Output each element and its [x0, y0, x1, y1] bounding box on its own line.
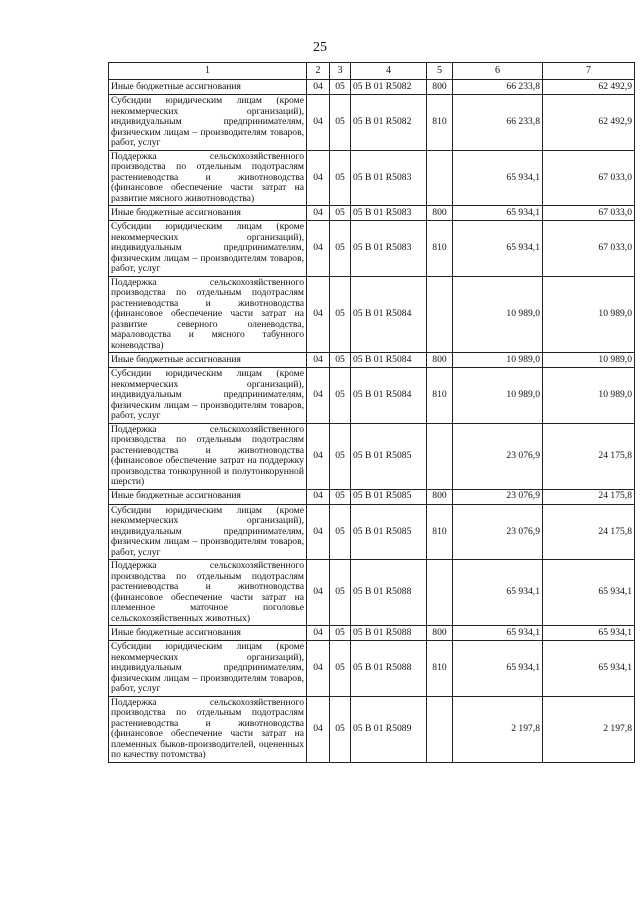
target-code-cell: 05 В 01 R5085	[351, 489, 427, 504]
target-code-cell: 05 В 01 R5085	[351, 423, 427, 489]
subsection-cell: 05	[330, 423, 351, 489]
row-name-cell: Субсидии юридическим лицам (кроме некоммерческих организаций), индивидуальным предпринимателям, физическим лицам – производителям товаров, работ, услуг	[109, 504, 307, 560]
subsection-cell: 05	[330, 368, 351, 424]
section-cell: 04	[307, 489, 330, 504]
subsection-cell: 05	[330, 80, 351, 95]
amount-year2-cell: 62 492,9	[543, 95, 635, 151]
table-row	[109, 353, 635, 368]
amount-year2-cell: 2 197,8	[543, 696, 635, 762]
amount-year2-cell: 24 175,8	[543, 423, 635, 489]
target-code-cell: 05 В 01 R5082	[351, 80, 427, 95]
table-row	[109, 206, 635, 221]
amount-year1-cell: 66 233,8	[453, 95, 543, 151]
row-name-cell: Поддержка сельскохозяйственного производства по отдельным подотраслям растениеводства и животноводства (финансовое обеспечение затрат на поддержку производства тонкорунной и полутонкорунной шерсти)	[109, 423, 307, 489]
subsection-cell: 05	[330, 560, 351, 626]
target-code-cell: 05 В 01 R5083	[351, 206, 427, 221]
expense-type-cell	[427, 423, 453, 489]
section-cell: 04	[307, 221, 330, 277]
subsection-cell: 05	[330, 489, 351, 504]
expense-type-cell	[427, 696, 453, 762]
header-cell: 6	[453, 63, 543, 80]
table-row	[109, 641, 635, 697]
amount-year1-cell: 10 989,0	[453, 368, 543, 424]
expense-type-cell	[427, 150, 453, 206]
row-name-cell: Субсидии юридическим лицам (кроме некоммерческих организаций), индивидуальным предпринимателям, физическим лицам – производителям товаров, работ, услуг	[109, 368, 307, 424]
row-name-cell: Поддержка сельскохозяйственного производства по отдельным подотраслям растениеводства и животноводства (финансовое обеспечение части затрат на развитие северного оленеводства, мараловодства и мясного табунного коневодства)	[109, 276, 307, 353]
row-name-cell: Иные бюджетные ассигнования	[109, 353, 307, 368]
row-name-cell: Поддержка сельскохозяйственного производства по отдельным подотраслям растениеводства и животноводства (финансовое обеспечение части затрат на племенное маточное поголовье сельскохозяйственных животных)	[109, 560, 307, 626]
target-code-cell: 05 В 01 R5088	[351, 641, 427, 697]
target-code-cell: 05 В 01 R5084	[351, 276, 427, 353]
section-cell: 04	[307, 504, 330, 560]
amount-year1-cell: 65 934,1	[453, 221, 543, 277]
section-cell: 04	[307, 353, 330, 368]
section-cell: 04	[307, 80, 330, 95]
section-cell: 04	[307, 95, 330, 151]
expense-type-cell: 810	[427, 368, 453, 424]
table-row	[109, 368, 635, 424]
amount-year2-cell: 65 934,1	[543, 560, 635, 626]
section-cell: 04	[307, 423, 330, 489]
row-name-cell: Иные бюджетные ассигнования	[109, 80, 307, 95]
section-cell: 04	[307, 368, 330, 424]
header-cell: 7	[543, 63, 635, 80]
row-name-cell: Иные бюджетные ассигнования	[109, 626, 307, 641]
amount-year1-cell: 10 989,0	[453, 276, 543, 353]
table-row	[109, 276, 635, 353]
section-cell: 04	[307, 206, 330, 221]
row-name-cell: Субсидии юридическим лицам (кроме некоммерческих организаций), индивидуальным предпринимателям, физическим лицам – производителям товаров, работ, услуг	[109, 95, 307, 151]
subsection-cell: 05	[330, 353, 351, 368]
amount-year2-cell: 65 934,1	[543, 641, 635, 697]
target-code-cell: 05 В 01 R5084	[351, 368, 427, 424]
amount-year2-cell: 65 934,1	[543, 626, 635, 641]
row-name-cell: Иные бюджетные ассигнования	[109, 206, 307, 221]
expense-type-cell: 810	[427, 504, 453, 560]
table-row	[109, 150, 635, 206]
table-row	[109, 560, 635, 626]
amount-year2-cell: 62 492,9	[543, 80, 635, 95]
table-row	[109, 626, 635, 641]
row-name-cell: Субсидии юридическим лицам (кроме некоммерческих организаций), индивидуальным предпринимателям, физическим лицам – производителям товаров, работ, услуг	[109, 221, 307, 277]
amount-year1-cell: 65 934,1	[453, 560, 543, 626]
section-cell: 04	[307, 150, 330, 206]
target-code-cell: 05 В 01 R5088	[351, 626, 427, 641]
expense-type-cell: 800	[427, 80, 453, 95]
target-code-cell: 05 В 01 R5082	[351, 95, 427, 151]
budget-table	[108, 62, 635, 763]
target-code-cell: 05 В 01 R5084	[351, 353, 427, 368]
subsection-cell: 05	[330, 696, 351, 762]
section-cell: 04	[307, 560, 330, 626]
target-code-cell: 05 В 01 R5089	[351, 696, 427, 762]
table-row	[109, 221, 635, 277]
expense-type-cell	[427, 276, 453, 353]
target-code-cell: 05 В 01 R5083	[351, 150, 427, 206]
amount-year1-cell: 23 076,9	[453, 504, 543, 560]
target-code-cell: 05 В 01 R5088	[351, 560, 427, 626]
amount-year1-cell: 65 934,1	[453, 206, 543, 221]
table-row	[109, 423, 635, 489]
row-name-cell: Поддержка сельскохозяйственного производства по отдельным подотраслям растениеводства и животноводства (финансовое обеспечение части затрат на развитие мясного животноводства)	[109, 150, 307, 206]
header-cell: 3	[330, 63, 351, 80]
section-cell: 04	[307, 641, 330, 697]
table-header-row	[109, 63, 635, 80]
row-name-cell: Иные бюджетные ассигнования	[109, 489, 307, 504]
expense-type-cell: 810	[427, 95, 453, 151]
amount-year1-cell: 23 076,9	[453, 489, 543, 504]
expense-type-cell	[427, 560, 453, 626]
amount-year1-cell: 65 934,1	[453, 641, 543, 697]
expense-type-cell: 800	[427, 206, 453, 221]
amount-year1-cell: 2 197,8	[453, 696, 543, 762]
subsection-cell: 05	[330, 206, 351, 221]
table-row	[109, 696, 635, 762]
subsection-cell: 05	[330, 276, 351, 353]
amount-year1-cell: 65 934,1	[453, 626, 543, 641]
header-cell: 5	[427, 63, 453, 80]
amount-year1-cell: 23 076,9	[453, 423, 543, 489]
amount-year2-cell: 67 033,0	[543, 221, 635, 277]
amount-year2-cell: 10 989,0	[543, 368, 635, 424]
amount-year1-cell: 66 233,8	[453, 80, 543, 95]
amount-year2-cell: 10 989,0	[543, 353, 635, 368]
expense-type-cell: 800	[427, 489, 453, 504]
subsection-cell: 05	[330, 95, 351, 151]
expense-type-cell: 810	[427, 641, 453, 697]
amount-year2-cell: 24 175,8	[543, 504, 635, 560]
amount-year1-cell: 65 934,1	[453, 150, 543, 206]
subsection-cell: 05	[330, 641, 351, 697]
header-cell: 2	[307, 63, 330, 80]
subsection-cell: 05	[330, 504, 351, 560]
expense-type-cell: 810	[427, 221, 453, 277]
expense-type-cell: 800	[427, 626, 453, 641]
subsection-cell: 05	[330, 626, 351, 641]
section-cell: 04	[307, 276, 330, 353]
amount-year2-cell: 67 033,0	[543, 206, 635, 221]
section-cell: 04	[307, 626, 330, 641]
amount-year2-cell: 10 989,0	[543, 276, 635, 353]
table-row	[109, 80, 635, 95]
header-cell: 1	[109, 63, 307, 80]
target-code-cell: 05 В 01 R5085	[351, 504, 427, 560]
section-cell: 04	[307, 696, 330, 762]
page-number: 25	[313, 40, 327, 55]
amount-year2-cell: 67 033,0	[543, 150, 635, 206]
amount-year2-cell: 24 175,8	[543, 489, 635, 504]
expense-type-cell: 800	[427, 353, 453, 368]
row-name-cell: Поддержка сельскохозяйственного производства по отдельным подотраслям растениеводства и животноводства (финансовое обеспечение части затрат на племенных быков-производителей, оцененных по качеству потомства)	[109, 696, 307, 762]
subsection-cell: 05	[330, 221, 351, 277]
table-row	[109, 95, 635, 151]
amount-year1-cell: 10 989,0	[453, 353, 543, 368]
table-row	[109, 504, 635, 560]
subsection-cell: 05	[330, 150, 351, 206]
table-row	[109, 489, 635, 504]
header-cell: 4	[351, 63, 427, 80]
row-name-cell: Субсидии юридическим лицам (кроме некоммерческих организаций), индивидуальным предпринимателям, физическим лицам – производителям товаров, работ, услуг	[109, 641, 307, 697]
target-code-cell: 05 В 01 R5083	[351, 221, 427, 277]
